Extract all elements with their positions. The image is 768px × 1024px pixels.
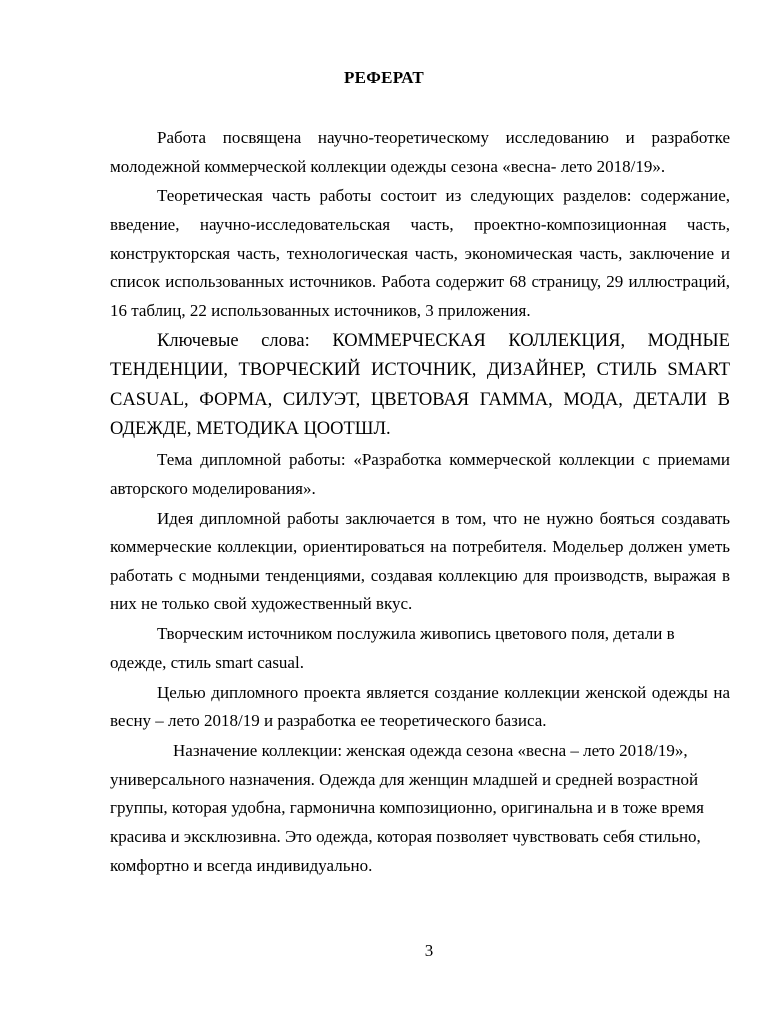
paragraph-source: Творческим источником послужила живопись цветового поля, детали в одежде, стиль smart casual. bbox=[110, 624, 675, 672]
paragraph-purpose: Назначение коллекции: женская одежда сезона «весна – лето 2018/19», универсального назначения. Одежда для женщин младшей и средней возрастной группы, которая удобна, гармонична композиционно, оригинальна и в тоже время красива и эксклюзивна. Это одежда, которая позволяет чувствовать себя стильно, комфортно и всегда индивидуально. bbox=[110, 741, 704, 875]
paragraph-topic: Тема дипломной работы: «Разработка коммерческой коллекции с приемами авторского моделирования». bbox=[110, 450, 730, 498]
paragraph-idea: Идея дипломной работы заключается в том, что не нужно бояться создавать коммерческие коллекции, ориентироваться на потребителя. Модельер должен уметь работать с модными тенденциями, создавая коллекцию для производств, выражая в них не только свой художественный вкус. bbox=[110, 508, 730, 614]
paragraph-intro: Работа посвящена научно-теоретическому исследованию и разработке молодежной коммерческой коллекции одежды сезона «весна- лето 2018/19». bbox=[110, 128, 730, 176]
page-number: 3 bbox=[424, 941, 434, 960]
paragraph-keywords: Ключевые слова: КОММЕРЧЕСКАЯ КОЛЛЕКЦИЯ, МОДНЫЕ ТЕНДЕНЦИИ, ТВОРЧЕСКИЙ ИСТОЧНИК, ДИЗАЙНЕР, СТИЛЬ SMART CASUAL, ФОРМА, СИЛУЭТ, ЦВЕТОВАЯ ГАММА, МОДА, ДЕТАЛИ В ОДЕЖДЕ, МЕТОДИКА ЦООТШЛ. bbox=[110, 330, 730, 440]
document-body bbox=[110, 124, 730, 881]
paragraph-goal: Целью дипломного проекта является создание коллекции женской одежды на весну – лето 2018/19 и разработка ее теоретического базиса. bbox=[110, 682, 730, 731]
paragraph-structure: Теоретическая часть работы состоит из следующих разделов: содержание, введение, научно-исследовательская часть, проектно-композиционная часть, конструкторская часть, технологическая часть, экономическая часть, заключение и список использованных источников. Работа содержит 68 страницу, 29 иллюстраций, 16 таблиц, 22 использованных источников, 3 приложения. bbox=[110, 186, 730, 320]
document-title: РЕФЕРАТ bbox=[343, 68, 425, 87]
